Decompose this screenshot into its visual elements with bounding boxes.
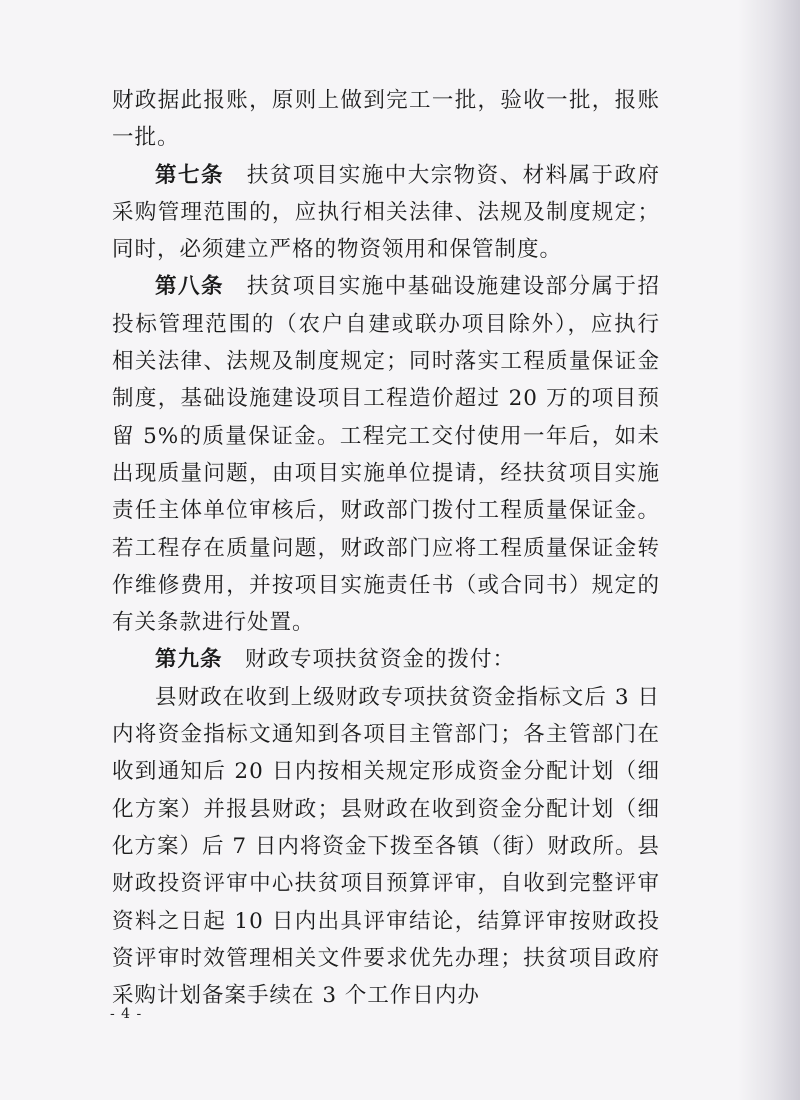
article-8-paragraph — [112, 268, 660, 641]
document-body — [112, 82, 660, 1014]
article-7-paragraph — [112, 157, 660, 269]
fund-allocation-text: 县财政在收到上级财政专项扶贫资金指标文后 3 日内将资金指标文通知到各项目主管部门；各主管部门在收到通知后 20 日内按相关规定形成资金分配计划（细化方案）并报县财政；县财政在收到资金分配计划（细化方案）后 7 日内将资金下拨至各镇（街）财政所。县财政投资评审中心扶贫项目预算评审，自收到完整评审资料之日起 10 日内出具评审结论，结算评审按财政投资评审时效管理相关文件要求优先办理；扶贫项目政府采购计划备案手续在 3 个工作日内办 — [112, 684, 660, 1009]
article-9-label: 第九条 — [155, 647, 223, 673]
article-8-label: 第八条 — [155, 274, 224, 300]
article-8-text: 扶贫项目实施中基础设施建设部分属于招投标管理范围的（农户自建或联办项目除外），应执行相关法律、法规及制度规定；同时落实工程质量保证金制度，基础设施建设项目工程造价超过 20 万的项目预留 5%的质量保证金。工程完工交付使用一年后，如未出现质量问题，由项目实施单位提请，经扶贫项目实施责任主体单位审核后，财政部门拨付工程质量保证金。若工程存在质量问题，财政部门应将工程质量保证金转作维修费用，并按项目实施责任书（或合同书）规定的有关条款进行处置。 — [112, 274, 660, 636]
article-7-label: 第七条 — [155, 162, 224, 188]
paragraph-continuation — [112, 82, 660, 157]
article-9-text: 财政专项扶贫资金的拨付： — [245, 647, 516, 673]
page-number: - 4 - — [110, 1006, 143, 1022]
paragraph-text: 财政据此报账，原则上做到完工一批，验收一批，报账一批。 — [112, 88, 660, 151]
fund-allocation-paragraph — [112, 679, 660, 1015]
article-7-text: 扶贫项目实施中大宗物资、材料属于政府采购管理范围的，应执行相关法律、法规及制度规定；同时，必须建立严格的物资领用和保管制度。 — [112, 162, 660, 263]
article-9-paragraph — [112, 641, 660, 678]
